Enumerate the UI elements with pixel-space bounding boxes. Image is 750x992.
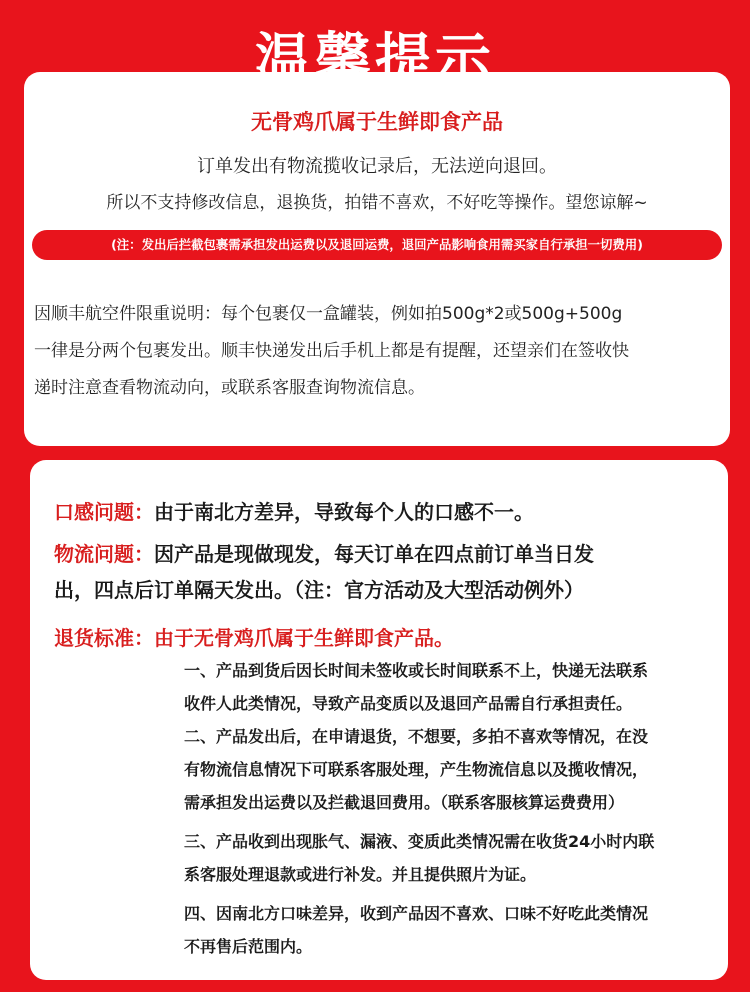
notice-subtitle: 无骨鸡爪属于生鲜即食产品 [251,110,503,134]
return-text: 由于无骨鸡爪属于生鲜即食产品。 [154,626,454,650]
shipping-note [34,296,714,407]
logistics-label: 物流问题： [54,542,154,566]
rule-line: 有物流信息情况下可联系客服处理，产生物流信息以及揽收情况， [184,760,649,779]
taste-text: 由于南北方差异，导致每个人的口感不一。 [154,500,534,524]
rule-line: 不再售后范围内。 [184,937,313,956]
faq-card [30,460,728,980]
rule-line: 二、产品发出后，在申请退货，不想要，多拍不喜欢等情况，在没 [184,727,649,746]
logistics-text: 因产品是现做现发，每天订单在四点前订单当日发 [154,542,594,566]
notice-card [24,72,730,446]
taste-row [54,494,534,530]
return-rules [184,654,724,963]
rule-line: 收件人此类情况，导致产品变质以及退回产品需自行承担责任。 [184,694,633,713]
taste-label: 口感问题： [54,500,154,524]
shipping-note-line: 一律是分两个包裹发出。顺丰快递发出后手机上都是有提醒，还望亲们在签收快 [34,341,629,361]
notice-line-2: 所以不支持修改信息，退换货，拍错不喜欢，不好吃等操作。望您谅解~ [106,193,648,213]
rule-line: 三、产品收到出现胀气、漏液、变质此类情况需在收货24小时内联 [184,832,655,851]
shipping-note-line: 因顺丰航空件限重说明：每个包裹仅一盒罐装，例如拍500g*2或500g+500g [34,304,623,324]
page-title: 温馨提示 [255,28,495,93]
logistics-text-cont: 出，四点后订单隔天发出。（注：官方活动及大型活动例外） [54,578,584,602]
rule-line: 四、因南北方口味差异，收到产品因不喜欢、口味不好吃此类情况 [184,904,649,923]
rule-line: 一、产品到货后因长时间未签收或长时间联系不上，快递无法联系 [184,661,649,680]
logistics-row [54,536,594,572]
rule-line: 系客服处理退款或进行补发。并且提供照片为证。 [184,865,537,884]
return-row [54,620,454,656]
notice-fee-banner: (注：发出后拦截包裹需承担发出运费以及退回运费，退回产品影响食用需买家自行承担一切费用) [32,230,722,260]
return-label: 退货标准： [54,626,154,650]
notice-line-1: 订单发出有物流揽收记录后，无法逆向退回。 [197,156,557,177]
shipping-note-line: 递时注意查看物流动向，或联系客服查询物流信息。 [34,378,425,398]
rule-line: 需承担发出运费以及拦截退回费用。（联系客服核算运费费用） [184,793,625,812]
